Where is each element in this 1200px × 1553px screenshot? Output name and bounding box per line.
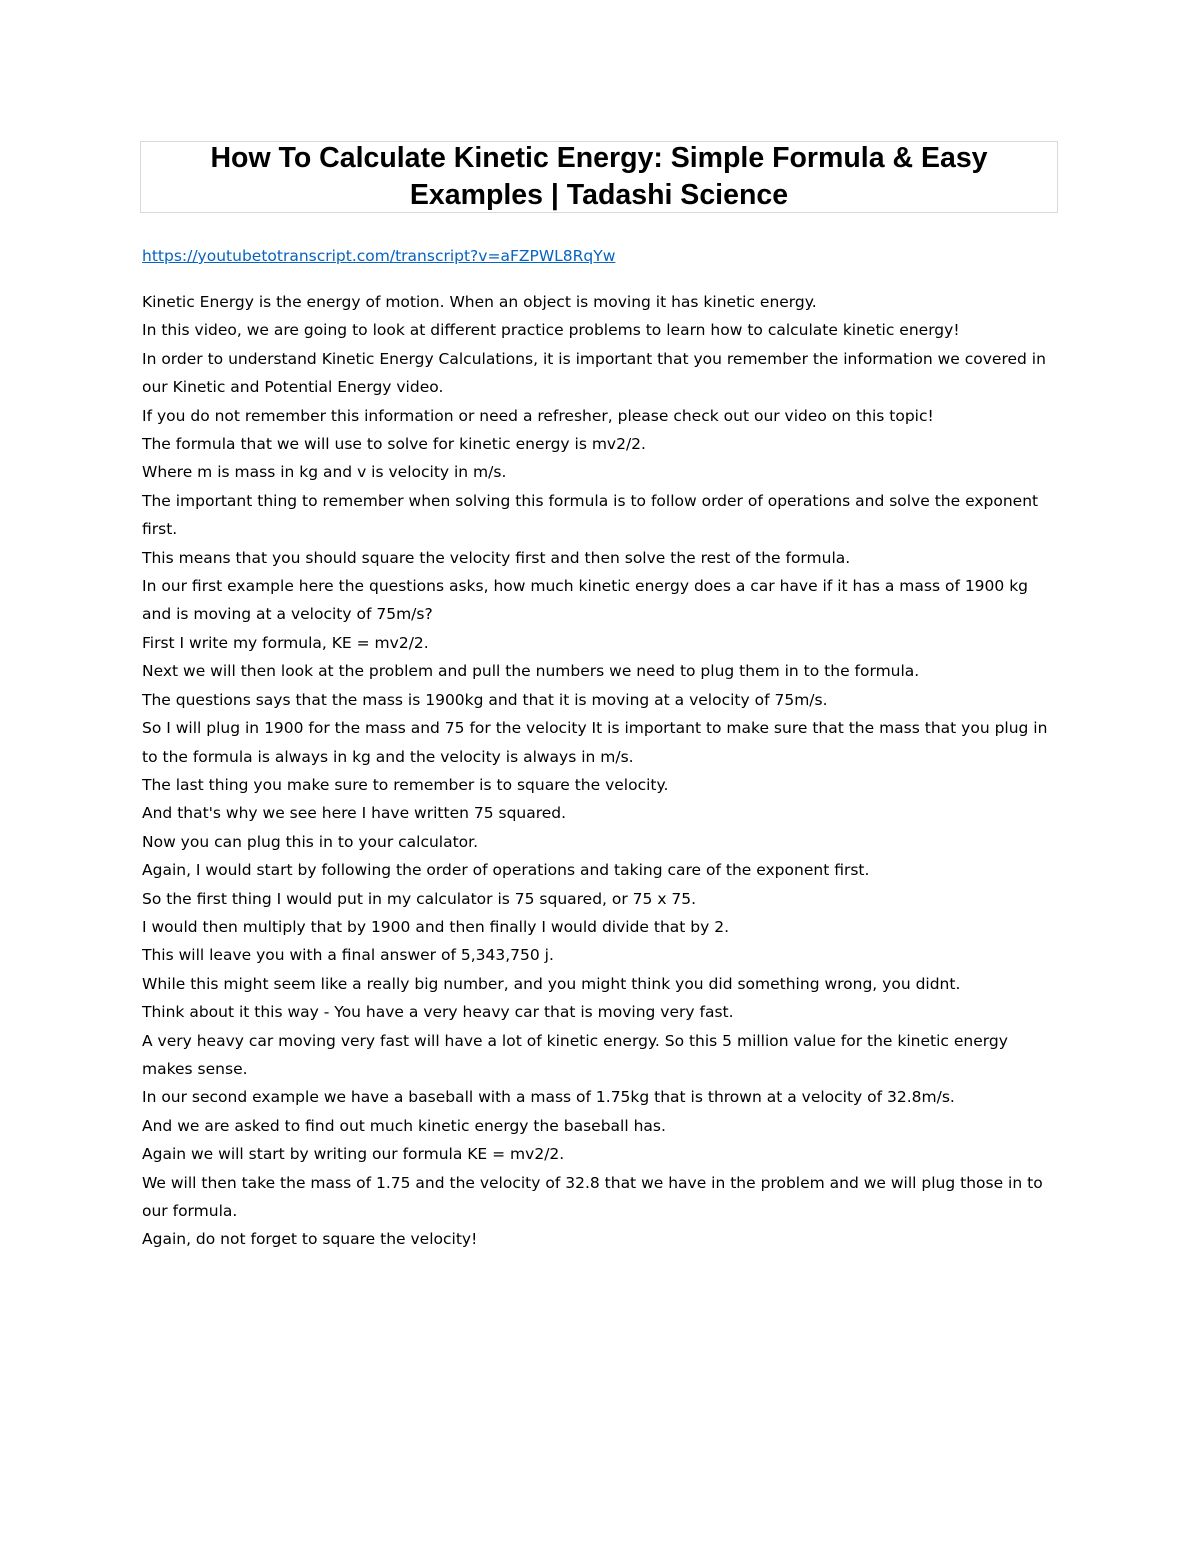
transcript-paragraph: And we are asked to find out much kinetic energy the baseball has. (142, 1116, 666, 1135)
transcript-paragraph: First I write my formula, KE = mv2/2. (142, 633, 429, 652)
transcript-paragraph: The formula that we will use to solve for kinetic energy is mv2/2. (142, 435, 646, 454)
transcript-paragraph: We will then take the mass of 1.75 and the velocity of 32.8 that we have in the problem and we will plug those in to our formula. (142, 1173, 1043, 1220)
transcript-paragraph: Now you can plug this in to your calculator. (142, 832, 479, 851)
transcript-body (142, 288, 1060, 1254)
transcript-paragraph: Next we will then look at the problem and pull the numbers we need to plug them in to the formula. (142, 662, 920, 681)
document-title: How To Calculate Kinetic Energy: Simple Formula & Easy Examples | Tadashi Science (210, 142, 988, 211)
transcript-paragraph: Again we will start by writing our formula KE = mv2/2. (142, 1145, 565, 1164)
transcript-paragraph: The last thing you make sure to remember is to square the velocity. (142, 775, 669, 794)
transcript-paragraph: So I will plug in 1900 for the mass and 75 for the velocity It is important to make sure that the mass that you plug in to the formula is always in kg and the velocity is always in m/s. (142, 719, 1048, 766)
transcript-paragraph: This will leave you with a final answer of 5,343,750 j. (142, 946, 554, 965)
transcript-paragraph: The questions says that the mass is 1900kg and that it is moving at a velocity of 75m/s. (142, 690, 828, 709)
transcript-paragraph: So the first thing I would put in my calculator is 75 squared, or 75 x 75. (142, 889, 697, 908)
transcript-paragraph: Where m is mass in kg and v is velocity in m/s. (142, 463, 507, 482)
transcript-paragraph: A very heavy car moving very fast will have a lot of kinetic energy. So this 5 million value for the kinetic energy makes sense. (142, 1031, 1008, 1078)
transcript-paragraph: Think about it this way - You have a very heavy car that is moving very fast. (142, 1003, 734, 1022)
transcript-paragraph: And that's why we see here I have written 75 squared. (142, 804, 567, 823)
source-link[interactable]: https://youtubetotranscript.com/transcript?v=aFZPWL8RqYw (142, 247, 616, 265)
transcript-paragraph: Again, do not forget to square the velocity! (142, 1230, 478, 1249)
transcript-paragraph: In this video, we are going to look at different practice problems to learn how to calculate kinetic energy! (142, 321, 960, 340)
transcript-paragraph: The important thing to remember when solving this formula is to follow order of operations and solve the exponent first. (142, 491, 1039, 539)
transcript-paragraph: In order to understand Kinetic Energy Calculations, it is important that you remember the information we covered in our Kinetic and Potential Energy video. (142, 349, 1046, 397)
transcript-paragraph: Kinetic Energy is the energy of motion. When an object is moving it has kinetic energy. (142, 293, 817, 311)
title-box (140, 141, 1058, 213)
transcript-paragraph: While this might seem like a really big number, and you might think you did something wrong, you didnt. (142, 974, 961, 993)
transcript-paragraph: Again, I would start by following the order of operations and taking care of the exponent first. (142, 861, 870, 880)
transcript-paragraph: In our second example we have a baseball with a mass of 1.75kg that is thrown at a velocity of 32.8m/s. (142, 1088, 955, 1107)
transcript-paragraph: This means that you should square the velocity first and then solve the rest of the formula. (142, 548, 851, 567)
transcript-paragraph: If you do not remember this information or need a refresher, please check out our video on this topic! (142, 406, 934, 425)
transcript-paragraph: In our first example here the questions asks, how much kinetic energy does a car have if it has a mass of 1900 kg and is moving at a velocity of 75m/s? (142, 577, 1029, 624)
transcript-paragraph: I would then multiply that by 1900 and then finally I would divide that by 2. (142, 917, 730, 936)
